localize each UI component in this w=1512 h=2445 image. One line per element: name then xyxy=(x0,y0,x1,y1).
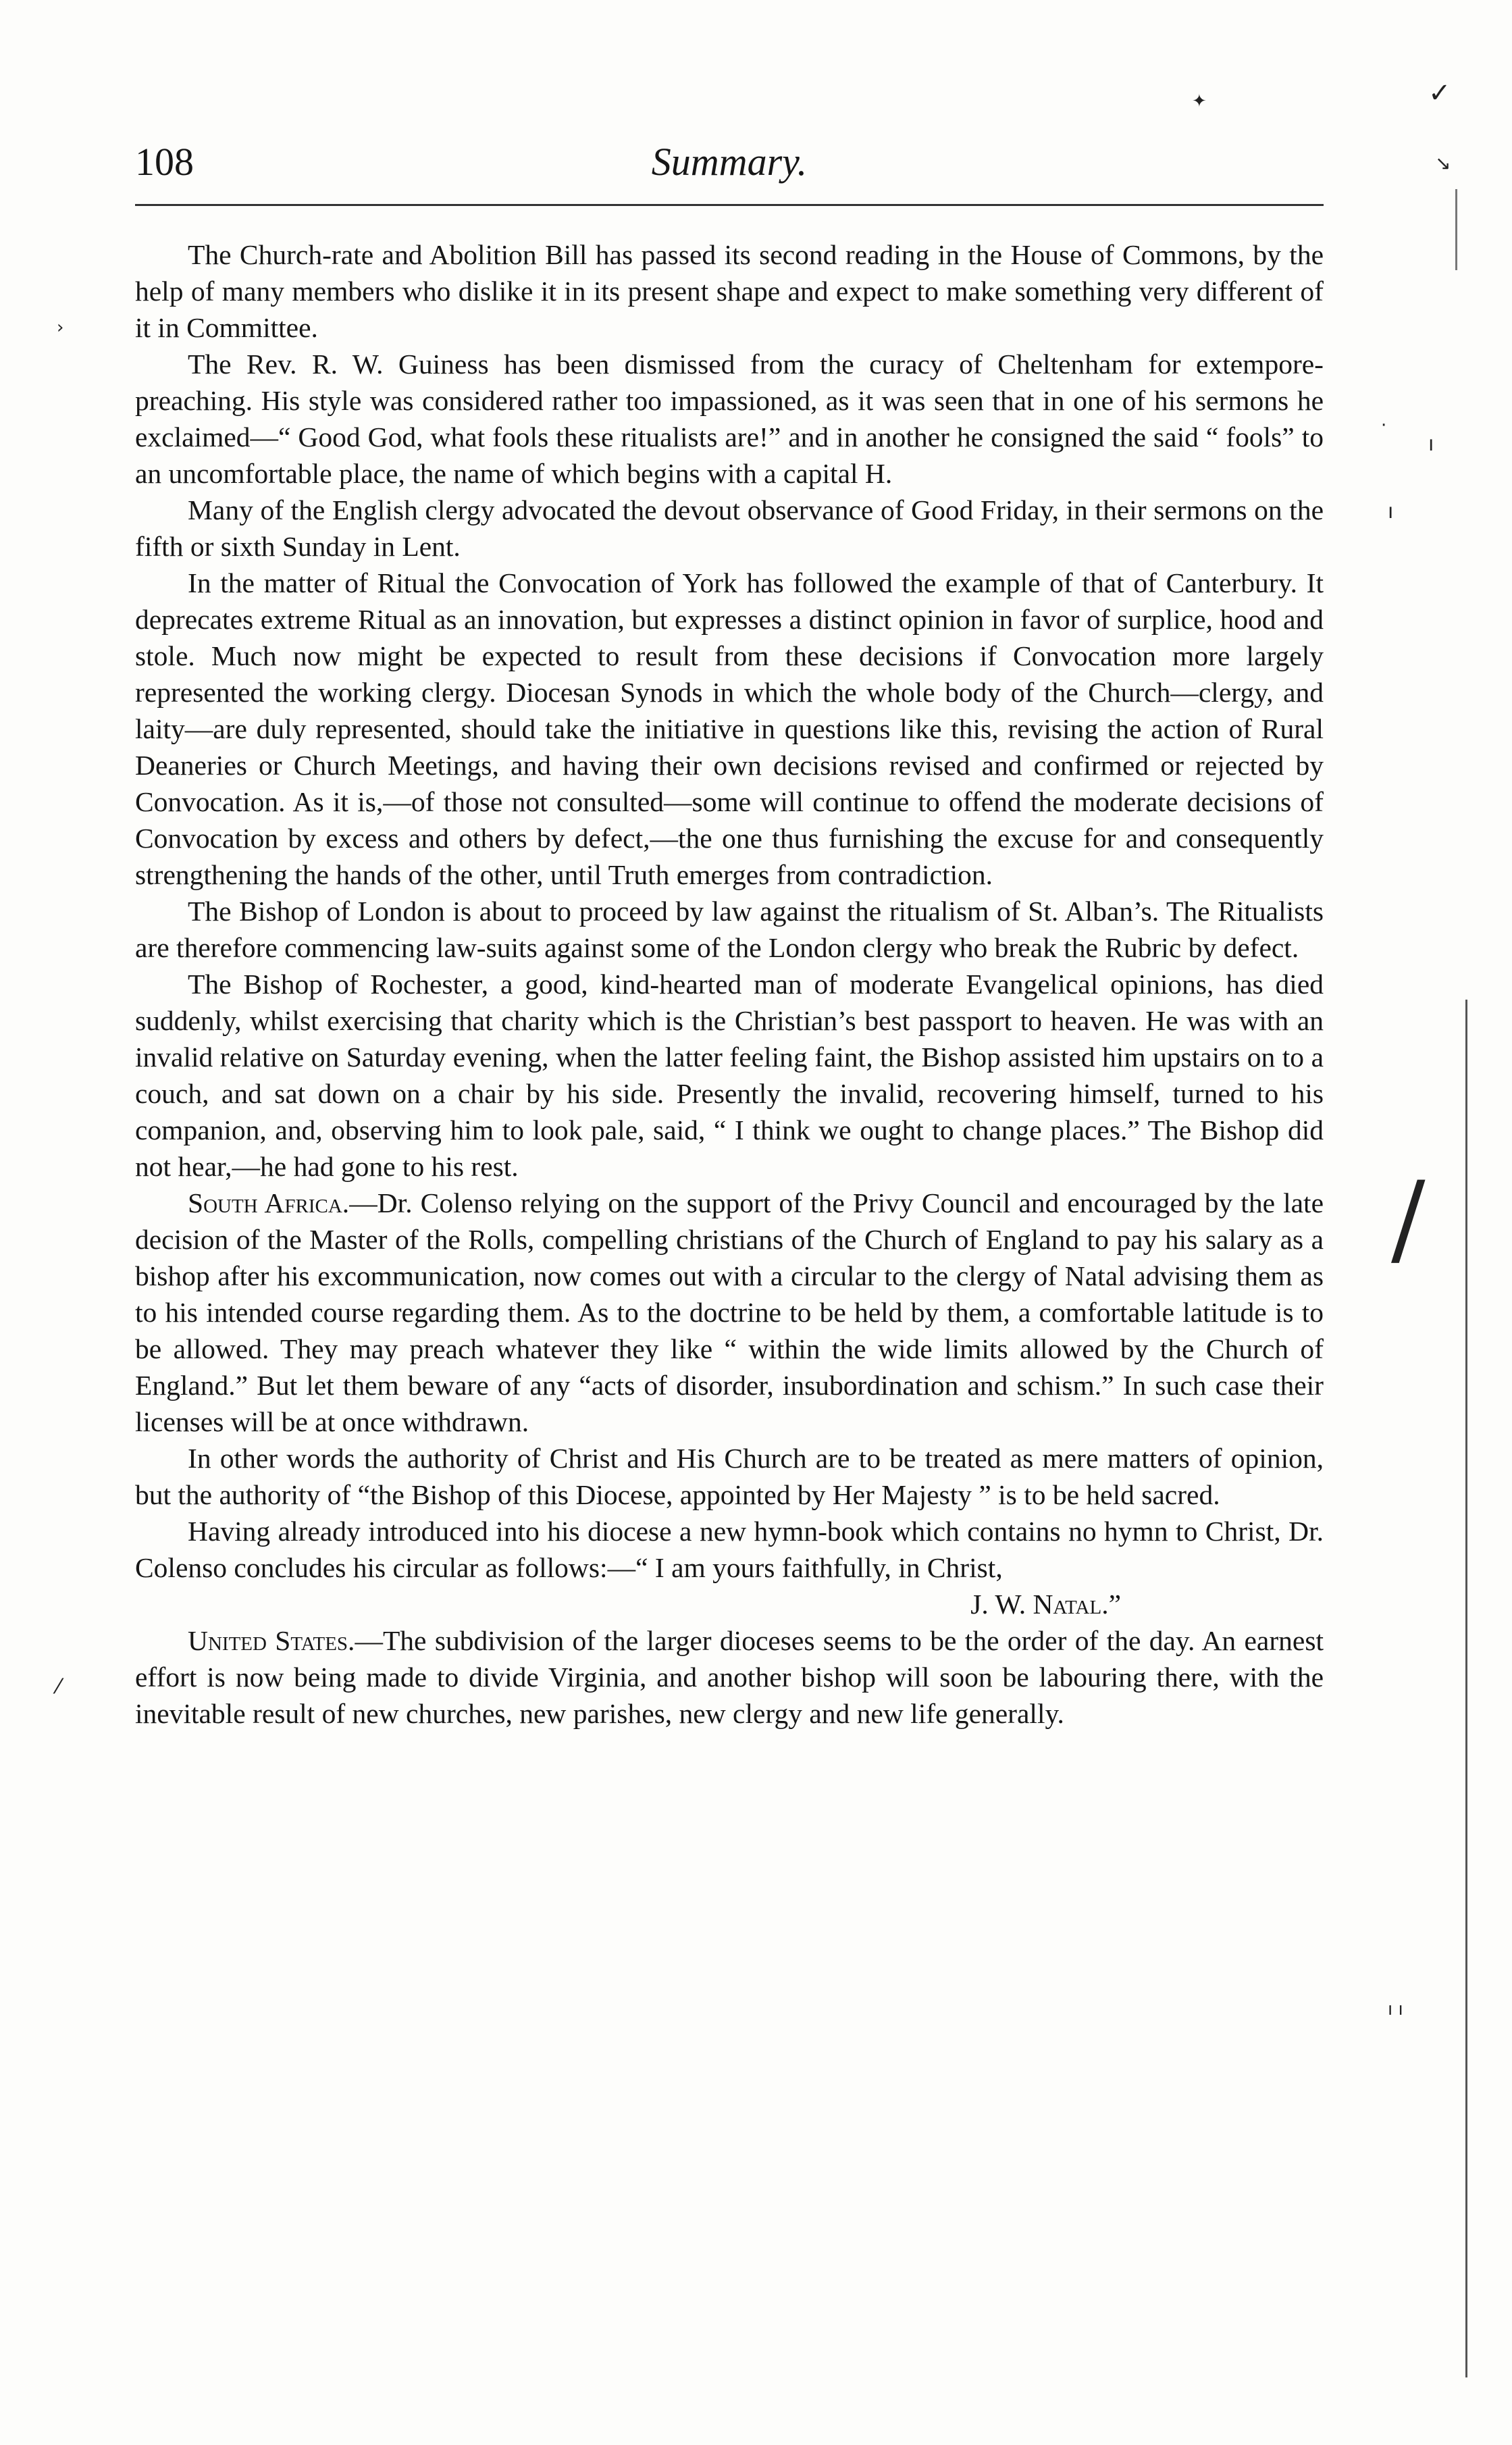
paragraph-ritual-convocation: In the matter of Ritual the Convocation of York has followed the example of that of Canterbury. It deprecates extreme Ritual as an innovation, but expresses a distinct opinion in favor of surplice, hood and stole. Much now might be expected to result from these decisions if Convocation more largely represented the working clergy. Diocesan Synods in which the whole body of the Church—clergy, and laity—are duly represented, should take the initiative in questions like this, revising the action of Rural Deaneries or Church Meetings, and having their own decisions revised and confirmed or rejected by Convocation. As it is,—of those not consulted—some will continue to offend the moderate decisions of Convocation by excess and others by defect,—the one thus furnishing the excuse for and consequently strengthening the hands of the other, until Truth emerges from contradiction. xyxy=(135,567,1324,890)
article-body xyxy=(135,236,1324,1732)
pencil-mark-5: ı xyxy=(1428,432,1434,456)
paragraph-south-africa xyxy=(135,1185,1324,1440)
pencil-mark-10: ı ı xyxy=(1388,1999,1403,2019)
paragraph-guiness: The Rev. R. W. Guiness has been dismissed from the curacy of Cheltenham for extempore-preaching. His style was considered rather too impassioned, as it was seen that in one of his sermons he exclaimed—“ Good God, what fools these ritualists are!” and in another he consigned the said “ fools” to an uncomfortable place, the name of which begins with a capital H. xyxy=(135,349,1324,489)
header-rule xyxy=(135,204,1324,206)
pencil-mark-1: ✓ xyxy=(1428,78,1451,109)
pencil-mark-6: ı xyxy=(1388,500,1394,523)
page-header xyxy=(135,135,1324,196)
paragraph-bishop-london: The Bishop of London is about to proceed by law against the ritualism of St. Alban’s. The Ritualists are therefore commencing law-suits against some of the London clergy who break the Rubric by defect. xyxy=(135,896,1324,963)
paragraph-other-words: In other words the authority of Christ and His Church are to be treated as mere matters of opinion, but the authority of “the Bishop of this Diocese, appointed by Her Majesty ” is to be held sacred. xyxy=(135,1443,1324,1510)
page-number: 108 xyxy=(135,140,194,184)
margin-rule-right xyxy=(1465,1000,1467,2377)
pencil-mark-4: · xyxy=(1381,415,1387,436)
pencil-mark-7: / xyxy=(1391,1160,1426,1278)
south-africa-text: —Dr. Colenso relying on the support of the Privy Council and encouraged by the late decision of the Master of the Rolls, compelling christians of the Church of England to pay his salary as a bishop after his excommunication, now comes out with a circular to the clergy of Natal advising them as to his intended course regarding them. As to the doctrine to be held by them, a comfortable latitude is to be allowed. They may preach whatever they like “ within the wide limits allowed by the Church of England.” But let them beware of any “acts of disorder, insubordination and schism.” In such case their licenses will be at once withdrawn. xyxy=(135,1187,1324,1437)
section-heading-south-africa: South Africa. xyxy=(188,1187,350,1218)
united-states-text: —The subdivision of the larger dioceses seems to be the order of the day. An earnest effort is now being made to divide Virginia, and another bishop will soon be labouring there, with the inevitable result of new churches, new parishes, new clergy and new life generally. xyxy=(135,1625,1324,1729)
section-heading-united-states: United States. xyxy=(188,1625,355,1656)
signature: J. W. Natal.” xyxy=(970,1589,1121,1620)
pencil-mark-8: › xyxy=(57,317,64,338)
paragraph-church-rate: The Church-rate and Abolition Bill has passed its second reading in the House of Commons, by the help of many members who dislike it in its present shape and expect to make something very different of it in Committee. xyxy=(135,239,1324,343)
pencil-mark-2: ✦ xyxy=(1192,91,1207,111)
signature-line xyxy=(135,1586,1324,1622)
running-title: Summary. xyxy=(651,140,808,184)
paragraph-bishop-rochester: The Bishop of Rochester, a good, kind-hearted man of moderate Evangelical opinions, has died suddenly, whilst exercising that charity which is the Christian’s best passport to heaven. He was with an invalid relative on Saturday evening, when the latter feeling faint, the Bishop assisted him upstairs on to a couch, and sat down on a chair by his side. Presently the invalid, recovering himself, turned to his companion, and, observing him to look pale, said, “ I think we ought to change places.” The Bishop did not hear,—he had gone to his rest. xyxy=(135,969,1324,1182)
pencil-mark-3: ↘ xyxy=(1435,152,1451,174)
paragraph-good-friday: Many of the English clergy advocated the devout observance of Good Friday, in their sermons on the fifth or sixth Sunday in Lent. xyxy=(135,494,1324,562)
paragraph-hymn: Having already introduced into his diocese a new hymn-book which contains no hymn to Christ, Dr. Colenso concludes his circular as follows:—“ I am yours faithfully, in Christ, xyxy=(135,1516,1324,1583)
margin-rule-top xyxy=(1455,189,1457,270)
pencil-mark-9: ⁄ xyxy=(57,1675,61,1699)
paragraph-united-states xyxy=(135,1622,1324,1732)
